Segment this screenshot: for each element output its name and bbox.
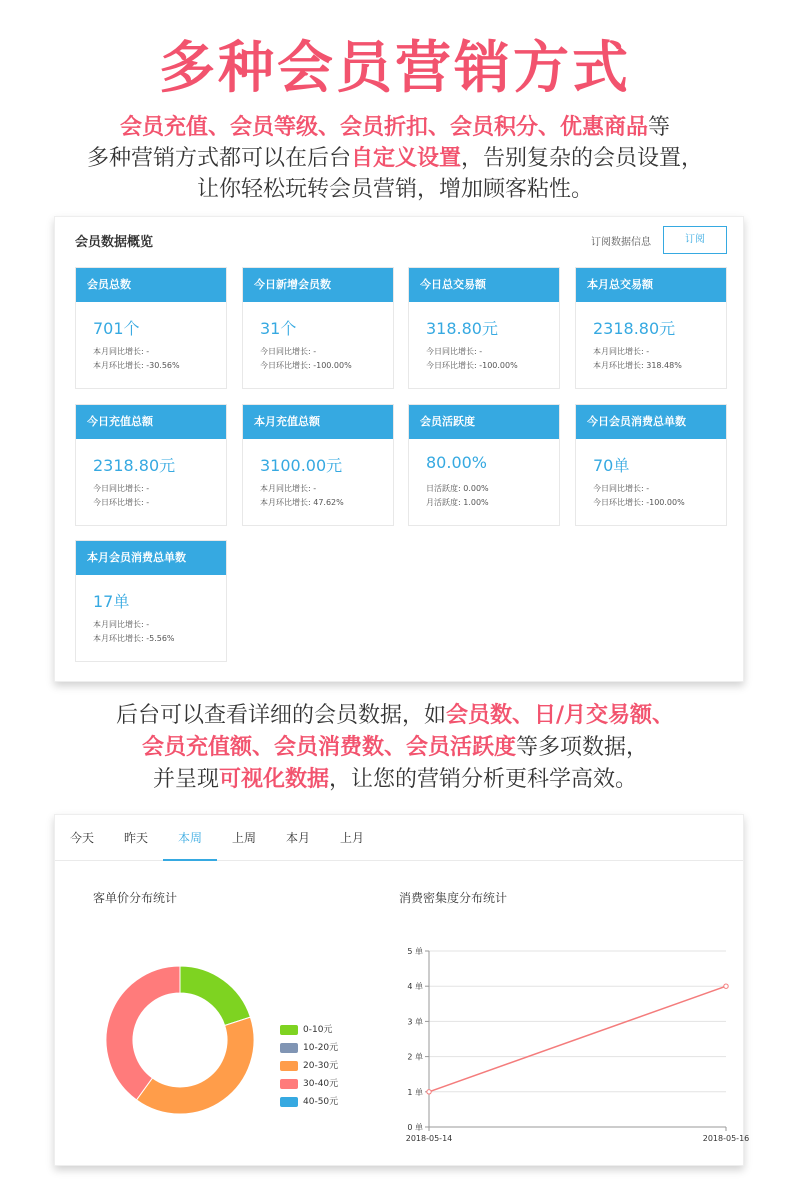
- y-tick-label: 0 单: [407, 1123, 423, 1132]
- card-stat-1: 今日同比增长: -: [93, 484, 150, 493]
- legend-swatch: [280, 1043, 298, 1053]
- legend-swatch: [280, 1079, 298, 1089]
- mid-line-1: [0, 700, 790, 732]
- stat-card-today-sales: [408, 267, 560, 389]
- mid-highlight-2: 会员充值额、会员消费数、会员活跃度: [141, 735, 516, 760]
- card-value: 31个: [260, 319, 297, 338]
- y-tick-label: 3 单: [407, 1017, 423, 1027]
- legend-item[interactable]: [280, 1025, 332, 1037]
- intro-highlight-2: 自定义设置: [350, 146, 461, 171]
- period-tabs: [55, 815, 743, 861]
- card-stat-1: 日活跃度: 0.00%: [426, 484, 489, 493]
- stat-card-month-orders: [75, 540, 227, 662]
- card-title: 今日充值总额: [76, 405, 226, 439]
- intro-suffix-2: ，告别复杂的会员设置，: [461, 146, 704, 171]
- data-point[interactable]: [724, 984, 728, 988]
- legend-label: 0-10元: [303, 1025, 333, 1035]
- legend-item[interactable]: [280, 1043, 338, 1055]
- card-title: 本月会员消费总单数: [76, 541, 226, 575]
- card-value: 80.00%: [426, 453, 488, 472]
- mid-suffix-3: ，让您的营销分析更科学高效。: [329, 767, 638, 792]
- card-title: 今日会员消费总单数: [576, 405, 726, 439]
- x-tick-label: 2018-05-14: [405, 1134, 453, 1143]
- x-tick-label: 2018-05-16: [702, 1134, 750, 1143]
- card-stat-1: 本月同比增长: -: [93, 620, 150, 629]
- card-value: 701个: [93, 319, 140, 338]
- subscribe-info-link[interactable]: 订阅数据信息: [591, 237, 651, 248]
- mid-line-2: [0, 732, 790, 764]
- tab-this-month[interactable]: 本月: [285, 831, 310, 845]
- card-value: 2318.80元: [93, 456, 176, 475]
- card-stat-2: 月活跃度: 1.00%: [426, 498, 489, 507]
- legend-swatch: [280, 1025, 298, 1035]
- hero-title: 多种会员营销方式: [159, 36, 631, 101]
- tab-this-week[interactable]: 本周: [163, 815, 217, 861]
- card-stat-2: 本月环比增长: 318.48%: [593, 361, 682, 370]
- y-tick-label: 5 单: [407, 947, 423, 956]
- card-stat-1: 今日同比增长: -: [593, 484, 650, 493]
- card-title: 本月充值总额: [243, 405, 393, 439]
- stat-card-total-members: [75, 267, 227, 389]
- legend-label: 10-20元: [303, 1043, 339, 1053]
- legend-label: 20-30元: [303, 1061, 339, 1071]
- card-value: 3100.00元: [260, 456, 343, 475]
- data-description: [0, 700, 790, 796]
- stat-card-today-recharge: [75, 404, 227, 526]
- pie-slice-2[interactable]: [137, 1017, 254, 1114]
- card-stat-2: 今日环比增长: -100.00%: [593, 498, 685, 507]
- card-stat-1: 今日同比增长: -: [426, 347, 483, 356]
- stat-card-month-sales: [575, 267, 727, 389]
- card-value: 17单: [93, 592, 130, 611]
- card-stat-2: 本月环比增长: -5.56%: [93, 634, 175, 643]
- y-tick-label: 2 单: [407, 1052, 423, 1062]
- pie-chart-title: 客单价分布统计: [93, 891, 178, 905]
- card-title: 今日总交易额: [409, 268, 559, 302]
- intro-line-2: [0, 143, 790, 174]
- intro-line-1: [0, 112, 790, 143]
- mid-line-3: [0, 764, 790, 796]
- card-title: 会员活跃度: [409, 405, 559, 439]
- legend-label: 40-50元: [303, 1097, 339, 1107]
- card-stat-1: 本月同比增长: -: [593, 347, 650, 356]
- card-stat-1: 今日同比增长: -: [260, 347, 317, 356]
- stats-chart-panel: [54, 814, 750, 1166]
- overview-title: 会员数据概览: [75, 235, 154, 250]
- y-tick-label: 1 单: [407, 1087, 423, 1097]
- tab-yesterday[interactable]: 昨天: [123, 831, 148, 845]
- stat-card-month-recharge: [242, 404, 394, 526]
- stat-card-today-orders: [575, 404, 727, 526]
- card-title: 今日新增会员数: [243, 268, 393, 302]
- card-stat-2: 本月环比增长: -30.56%: [93, 361, 180, 370]
- member-overview-panel: [54, 216, 744, 682]
- mid-prefix-1: 后台可以查看详细的会员数据，如: [115, 703, 446, 728]
- mid-highlight-3: 可视化数据: [218, 767, 329, 792]
- hero-intro: [0, 112, 790, 205]
- line-chart-title: 消费密集度分布统计: [399, 891, 508, 905]
- stat-card-activity: [408, 404, 560, 526]
- mid-highlight-1: 会员数、日/月交易额、: [445, 703, 675, 728]
- card-stat-1: 本月同比增长: -: [93, 347, 150, 356]
- subscribe-button[interactable]: 订阅: [663, 226, 727, 254]
- card-value: 2318.80元: [593, 319, 676, 338]
- y-tick-label: 4 单: [407, 982, 423, 992]
- legend-item[interactable]: [280, 1061, 338, 1073]
- tab-today[interactable]: 今天: [69, 831, 94, 845]
- card-value: 318.80元: [426, 319, 498, 338]
- intro-highlight-1: 会员充值、会员等级、会员折扣、会员积分、优惠商品: [119, 115, 648, 140]
- card-stat-2: 本月环比增长: 47.62%: [260, 498, 344, 507]
- card-stat-1: 本月同比增长: -: [260, 484, 317, 493]
- mid-prefix-3: 并呈现: [152, 767, 219, 792]
- intro-suffix-1: 等: [648, 115, 671, 140]
- pie-slice-0[interactable]: [180, 966, 250, 1025]
- card-stat-2: 今日环比增长: -100.00%: [426, 361, 518, 370]
- legend-label: 30-40元: [303, 1079, 339, 1089]
- card-stat-2: 今日环比增长: -: [93, 498, 150, 507]
- line-chart: [383, 939, 750, 1149]
- legend-item[interactable]: [280, 1097, 338, 1109]
- card-title: 会员总数: [76, 268, 226, 302]
- intro-line-3: 让你轻松玩转会员营销，增加顾客粘性。: [196, 177, 593, 202]
- stat-card-new-members-today: [242, 267, 394, 389]
- data-point[interactable]: [427, 1090, 431, 1094]
- legend-item[interactable]: [280, 1079, 338, 1091]
- legend-swatch: [280, 1061, 298, 1071]
- pie-slice-3[interactable]: [106, 966, 180, 1100]
- intro-prefix-2: 多种营销方式都可以在后台: [86, 146, 351, 171]
- series-line: [429, 986, 726, 1092]
- tab-last-month[interactable]: 上月: [339, 831, 364, 845]
- donut-chart: [95, 955, 265, 1125]
- card-value: 70单: [593, 456, 630, 475]
- card-title: 本月总交易额: [576, 268, 726, 302]
- legend-swatch: [280, 1097, 298, 1107]
- mid-suffix-2: 等多项数据，: [516, 735, 649, 760]
- tab-last-week[interactable]: 上周: [231, 831, 256, 845]
- card-stat-2: 今日环比增长: -100.00%: [260, 361, 352, 370]
